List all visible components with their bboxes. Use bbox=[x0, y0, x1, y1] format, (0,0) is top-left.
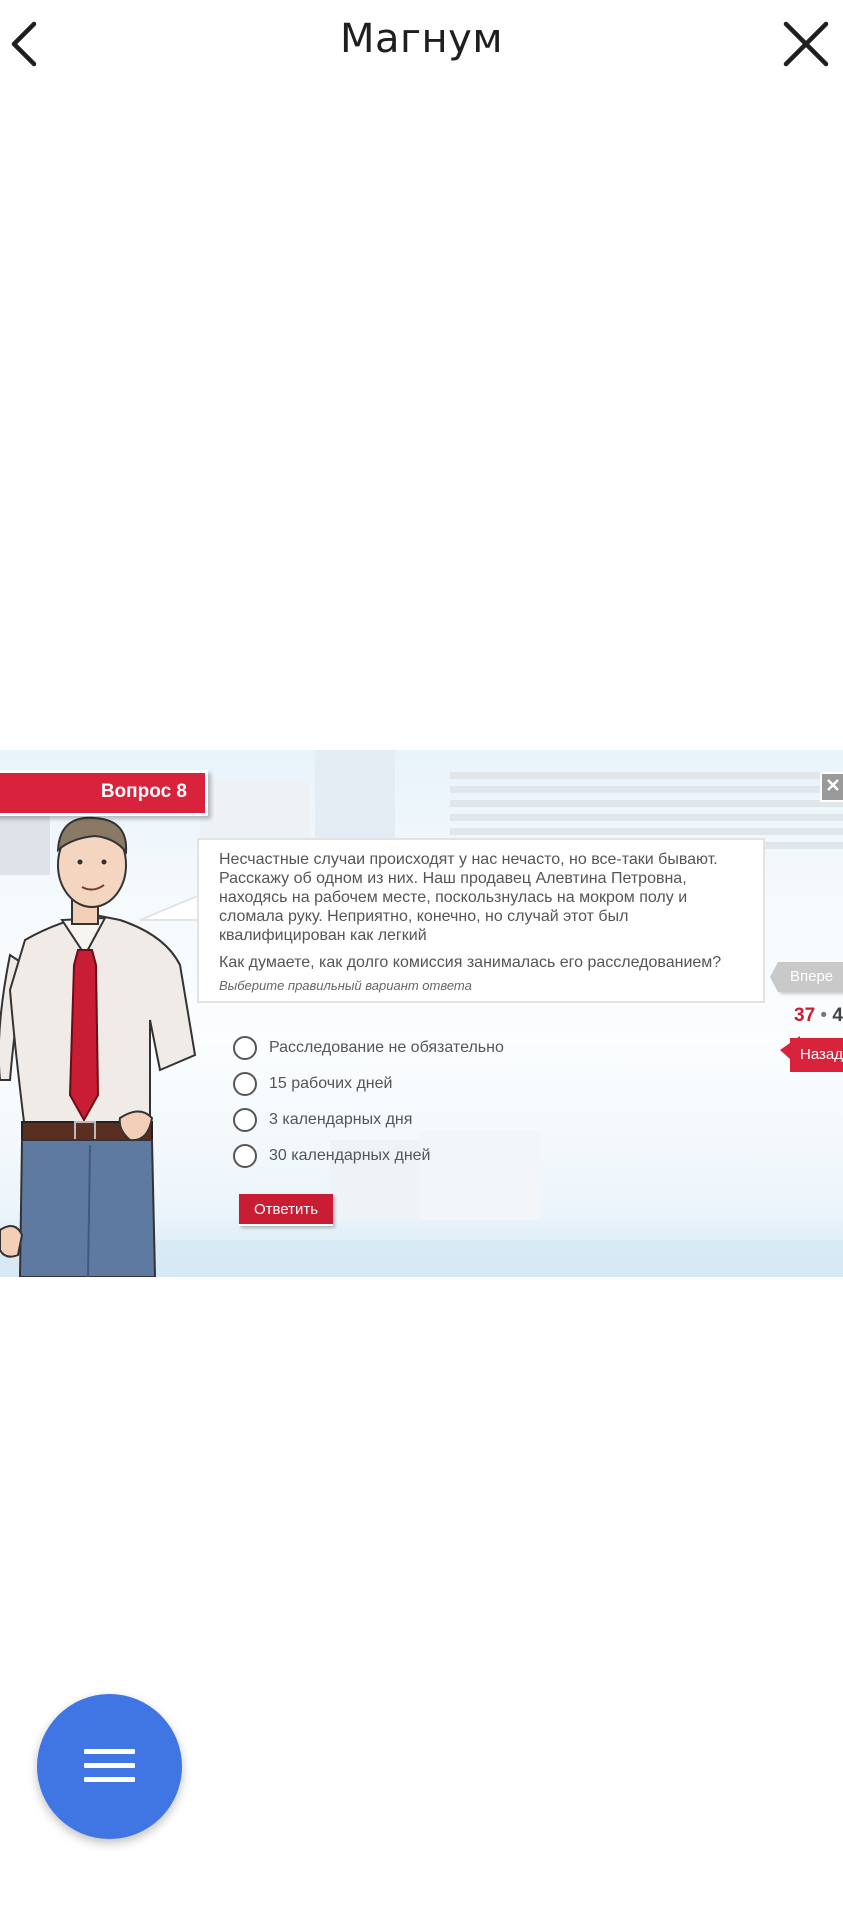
slide-background bbox=[0, 750, 843, 1277]
answer-option-label: 3 календарных дня bbox=[269, 1111, 413, 1128]
radio-button[interactable] bbox=[233, 1036, 257, 1060]
slide-close-button[interactable] bbox=[820, 772, 843, 802]
menu-icon bbox=[84, 1747, 135, 1785]
page-counter bbox=[794, 1005, 843, 1027]
course-slide bbox=[0, 750, 843, 1277]
speech-bubble bbox=[197, 838, 765, 1003]
question-number: Вопрос 8 bbox=[100, 781, 187, 802]
page-title: Магнум bbox=[339, 16, 504, 62]
radio-button[interactable] bbox=[233, 1144, 257, 1168]
radio-button[interactable] bbox=[233, 1072, 257, 1096]
back-nav-label: Назад bbox=[800, 1046, 843, 1063]
answer-options bbox=[233, 1030, 504, 1174]
total-pages: 4 bbox=[832, 1005, 843, 1026]
current-page: 37 bbox=[794, 1005, 816, 1026]
forward-button[interactable] bbox=[778, 962, 843, 992]
character-illustration bbox=[0, 818, 195, 1277]
close-button[interactable] bbox=[780, 18, 832, 70]
answer-option[interactable] bbox=[233, 1102, 504, 1138]
forward-label: Впере bbox=[790, 968, 834, 985]
question-text: Как думаете, как долго комиссия занималась его расследованием? bbox=[219, 954, 722, 971]
answer-option[interactable] bbox=[233, 1066, 504, 1102]
answer-option-label: 30 календарных дней bbox=[269, 1147, 431, 1164]
question-number-banner bbox=[0, 770, 208, 816]
close-icon bbox=[822, 774, 843, 796]
answer-option-label: Расследование не обязательно bbox=[269, 1039, 504, 1056]
radio-button[interactable] bbox=[233, 1108, 257, 1132]
menu-fab-button[interactable] bbox=[37, 1694, 182, 1839]
back-nav-button[interactable] bbox=[790, 1038, 843, 1072]
instruction-hint: Выберите правильный вариант ответа bbox=[219, 978, 472, 993]
counter-separator: • bbox=[820, 1005, 828, 1026]
answer-button[interactable]: Ответить bbox=[239, 1194, 333, 1226]
app-header bbox=[0, 0, 843, 86]
answer-option-label: 15 рабочих дней bbox=[269, 1075, 393, 1092]
answer-option[interactable] bbox=[233, 1030, 504, 1066]
answer-option[interactable] bbox=[233, 1138, 504, 1174]
story-text: Несчастные случаи происходят у нас нечасто, но все-таки бывают. Расскажу об одном из них. Наш продавец Алевтина Петровна, находясь на рабочем месте, поскользнулась на мокром полу и сломала руку. Неприятно, конечно, но случай этот был квалифицирован как легкий bbox=[219, 851, 718, 944]
close-icon bbox=[780, 18, 832, 70]
